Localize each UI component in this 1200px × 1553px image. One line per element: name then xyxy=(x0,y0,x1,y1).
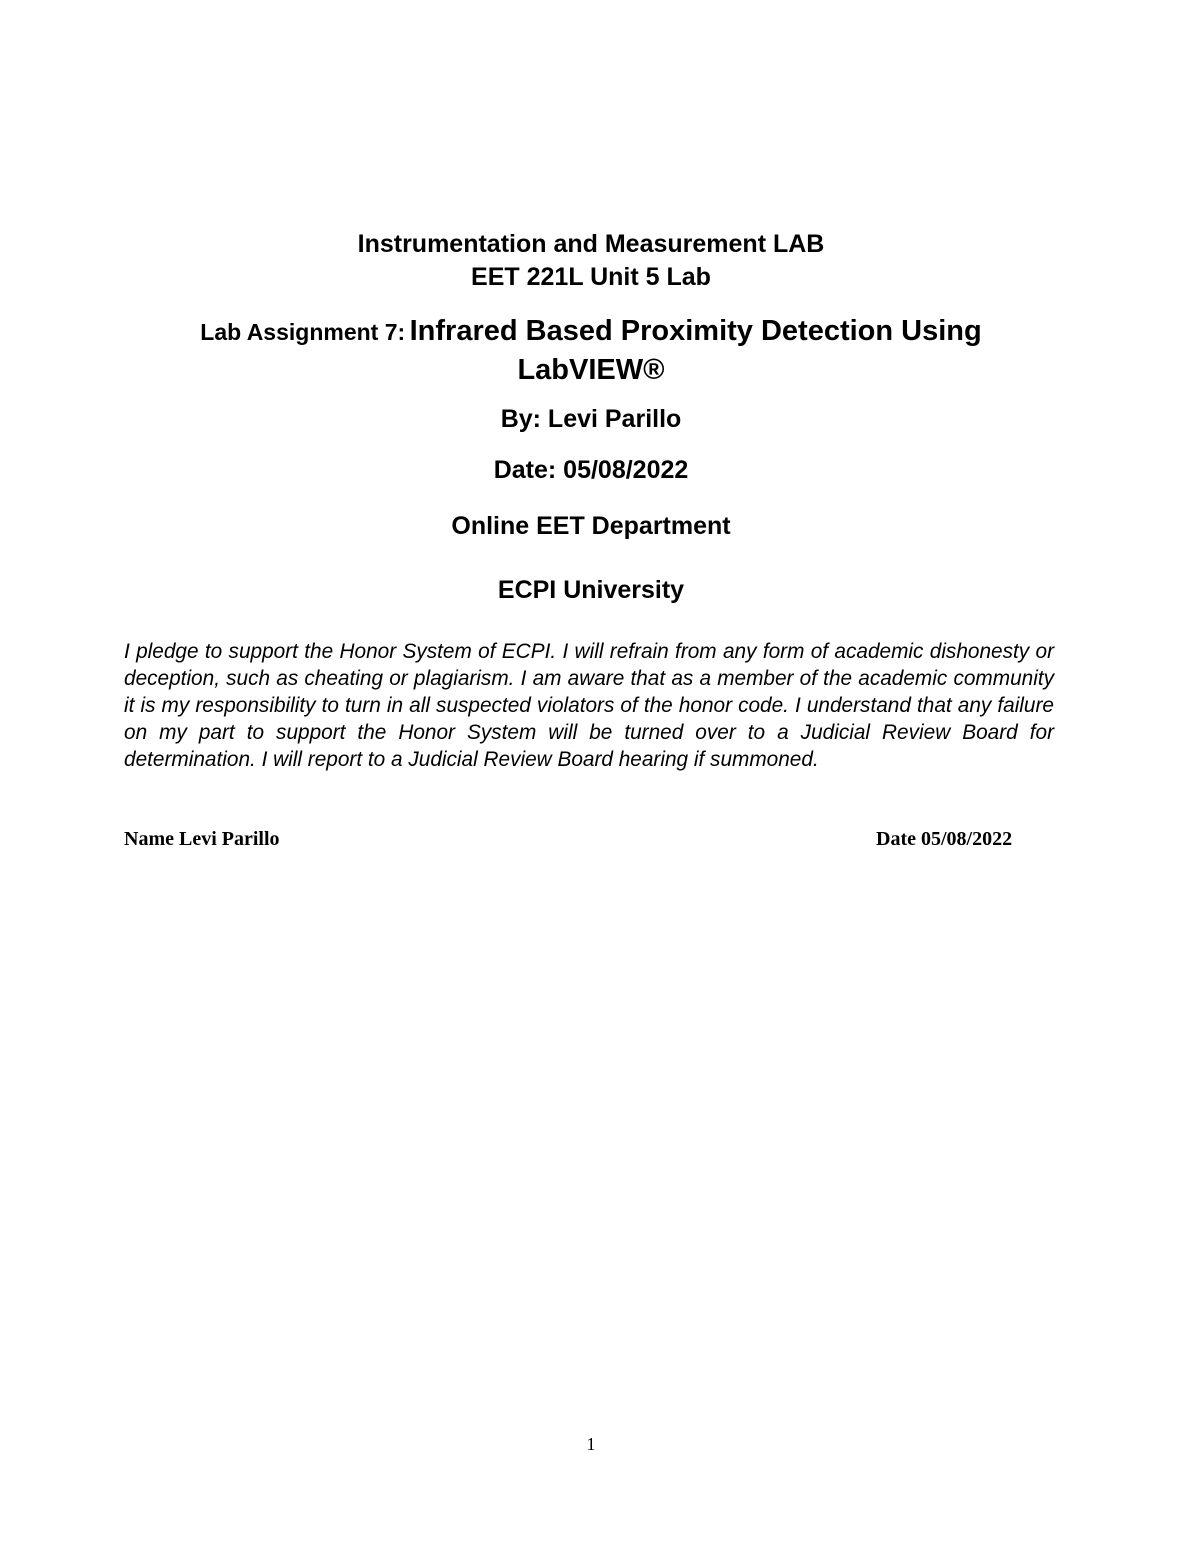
university-line: ECPI University xyxy=(497,576,685,604)
signature-date: Date 05/08/2022 xyxy=(876,828,1013,850)
course-title: Instrumentation and Measurement LAB xyxy=(357,230,825,258)
assignment-title: Infrared Based Proximity Detection Using LabVIEW® xyxy=(409,315,982,386)
page-number: 1 xyxy=(586,1434,596,1454)
course-unit: EET 221L Unit 5 Lab xyxy=(471,263,711,291)
author-line: By: Levi Parillo xyxy=(500,405,682,433)
signature-name: Name Levi Parillo xyxy=(124,828,280,850)
assignment-prefix: Lab Assignment 7: xyxy=(200,319,406,345)
honor-pledge-paragraph: I pledge to support the Honor System of ECPI. I will refrain from any form of academic dishonesty or deception, such as cheating or plagiarism. I am aware that as a member of the academic community it is my responsibility to turn in all suspected violators of the honor code. I understand that any failure on my part to support the Honor System will be turned over to a Judicial Review Board for determination. I will report to a Judicial Review Board hearing if summoned. xyxy=(124,640,1054,771)
date-line: Date: 05/08/2022 xyxy=(493,456,689,484)
department-line: Online EET Department xyxy=(451,512,731,540)
assignment-heading xyxy=(140,314,1042,392)
